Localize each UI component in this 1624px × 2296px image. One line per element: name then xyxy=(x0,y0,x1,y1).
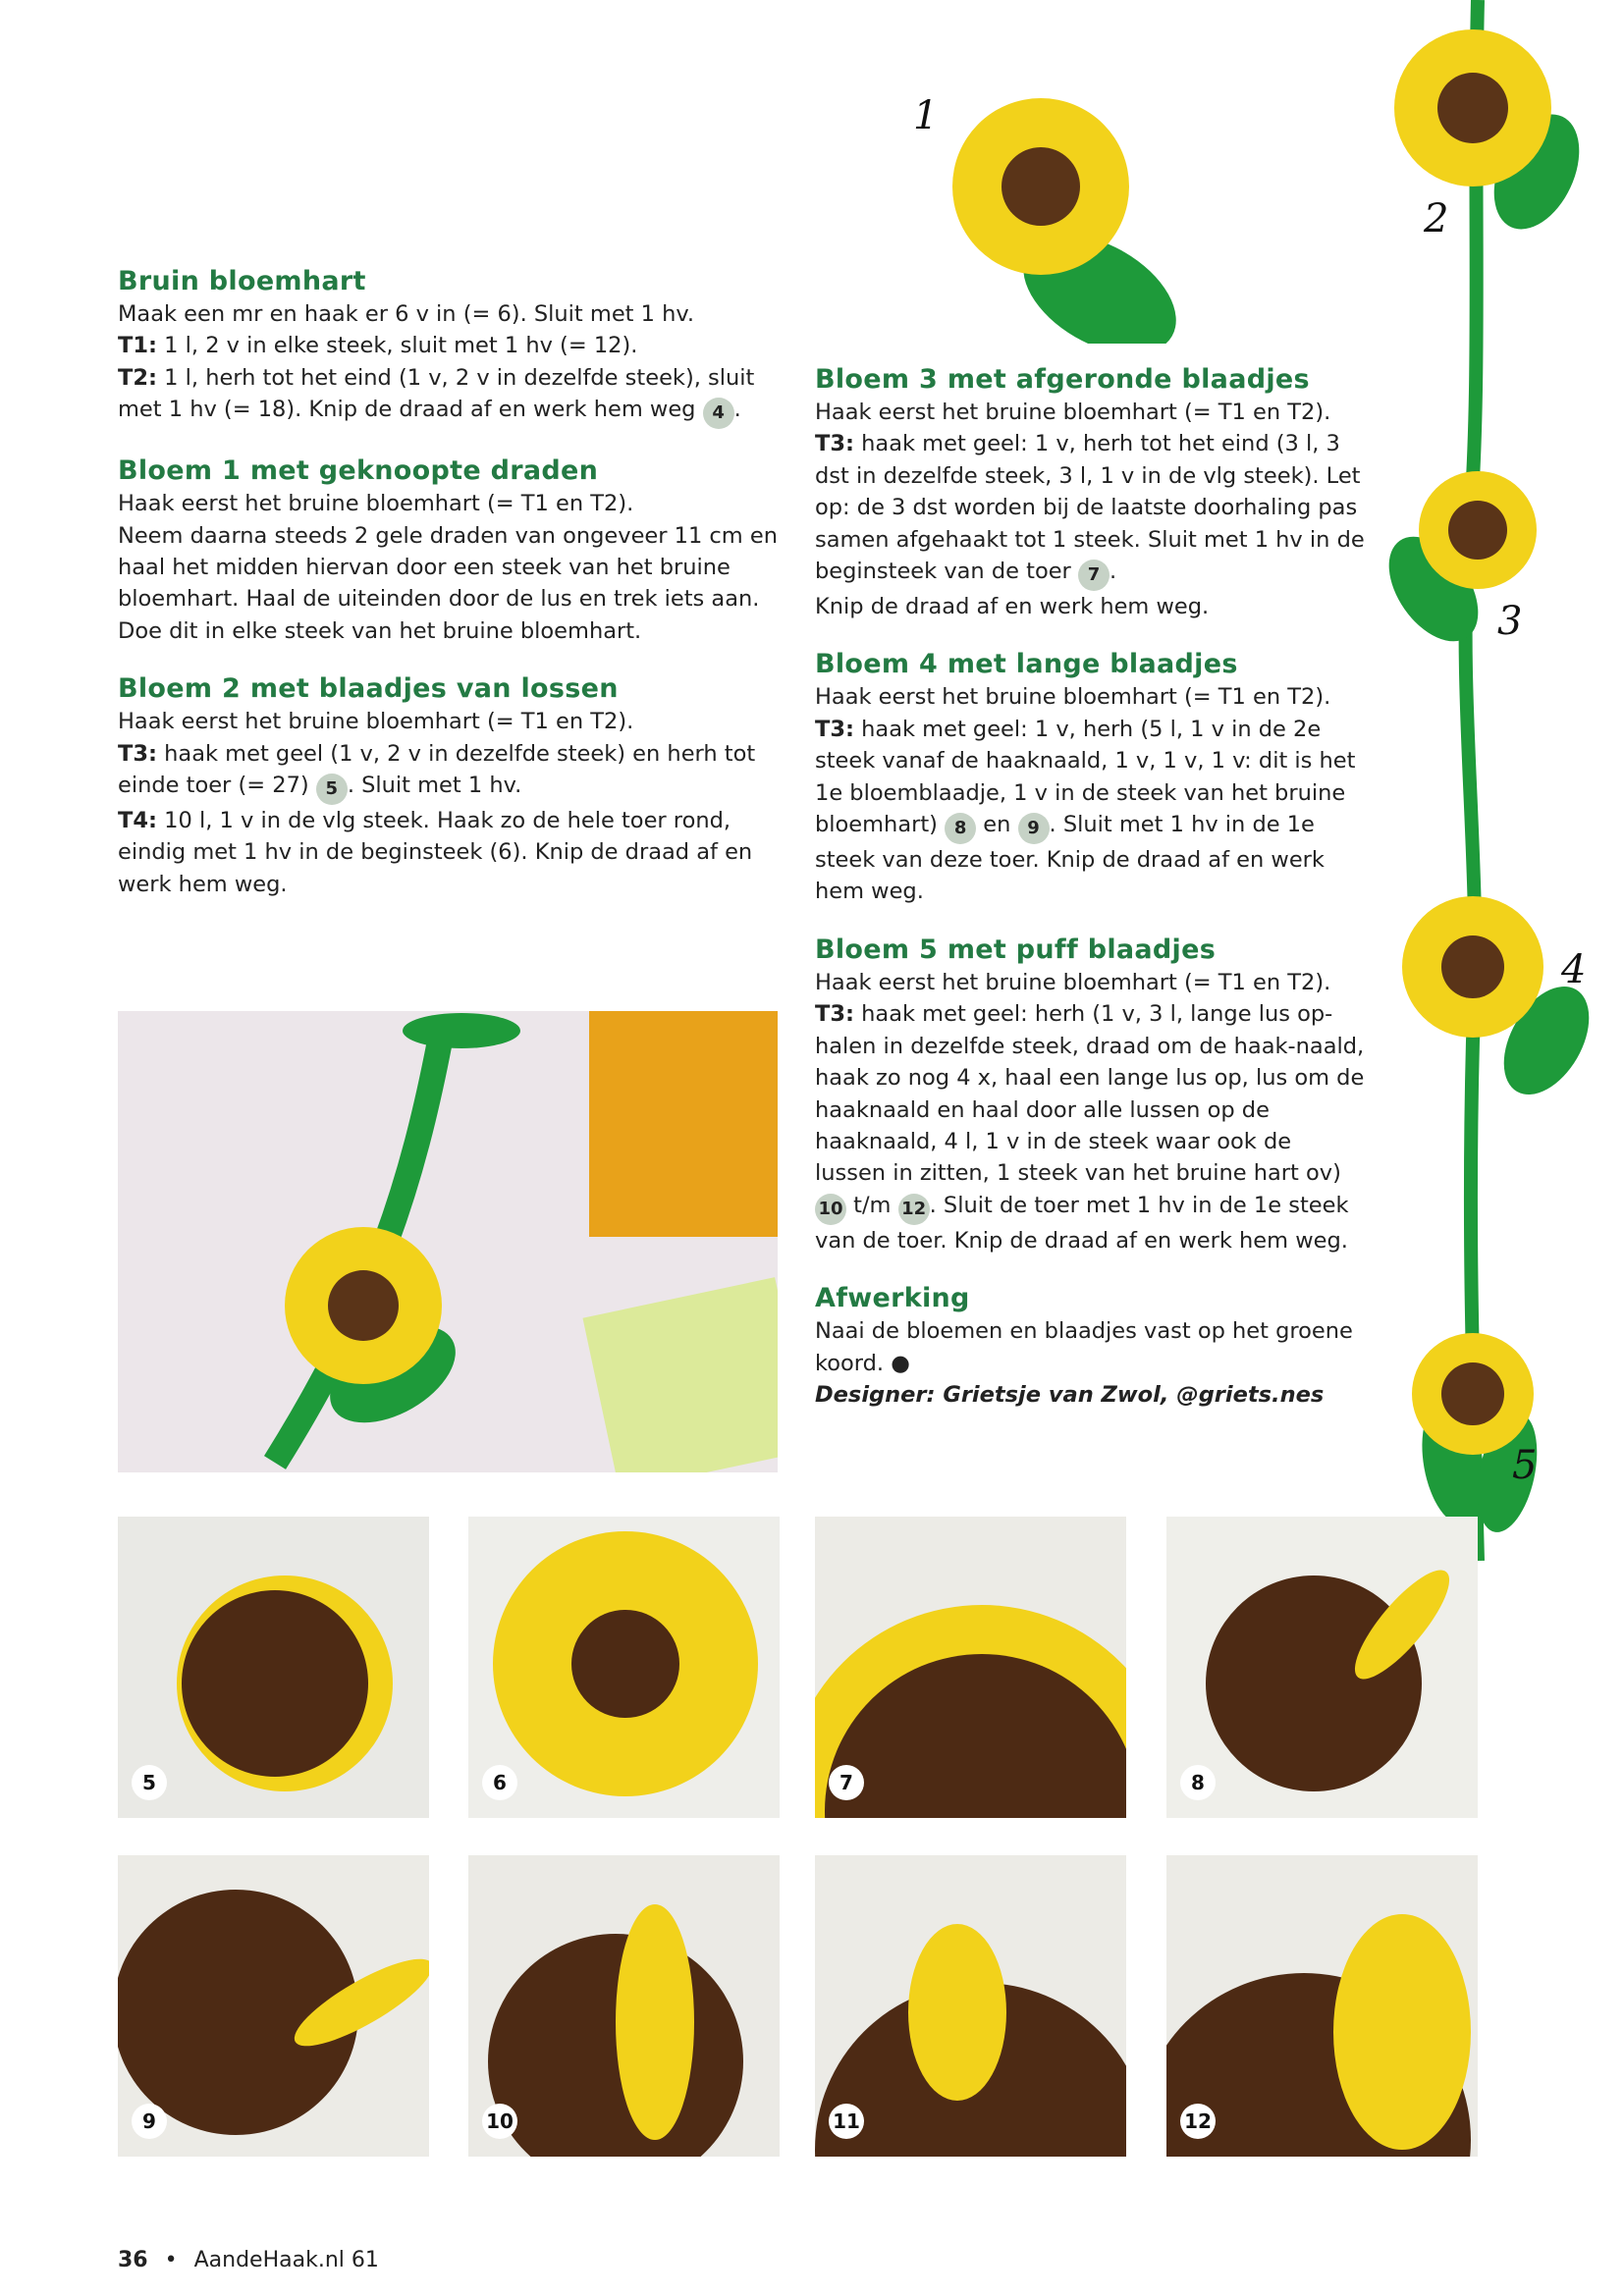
photo-ref-badge: 9 xyxy=(1018,813,1050,844)
step-photo-7 xyxy=(815,1517,1126,1818)
section-bloem-4 xyxy=(815,648,1365,907)
magazine-name: AandeHaak.nl 61 xyxy=(193,2248,379,2272)
instruction-line: Neem daarna steeds 2 gele draden van ongeveer 11 cm en haal het midden hiervan door een steek van het bruine bloemhart. Haal de uiteinden door de lus en trek iets aan. Doe dit in elke steek van het bruine bloemhart. xyxy=(118,522,778,644)
photo-ref-badge: 12 xyxy=(898,1194,930,1225)
sunflower-3 xyxy=(1419,471,1537,589)
instruction-line: Naai de bloemen en blaadjes vast op het groene koord. ● xyxy=(815,1318,1353,1376)
instruction-line: T3: haak met geel (1 v, 2 v in dezelfde steek) en herh tot einde toer (= 27) 5 . Sluit met 1 hv. xyxy=(118,738,785,805)
section-title: Bloem 2 met blaadjes van lossen xyxy=(118,673,619,705)
step-photo-11 xyxy=(815,1855,1126,2157)
instruction-line: Maak een mr en haak er 6 v in (= 6). Sluit met 1 hv. xyxy=(118,301,695,327)
handwritten-label-4: 4 xyxy=(1561,947,1587,992)
section-bloem-3 xyxy=(815,363,1365,622)
photo-ref-badge: 4 xyxy=(703,398,734,429)
handwritten-label-1: 1 xyxy=(913,93,939,138)
sunflower-garland-illustration xyxy=(1375,0,1624,1571)
section-afwerking xyxy=(815,1282,1365,1411)
step-photo-6 xyxy=(468,1517,780,1818)
section-title: Bloem 1 met geknoopte draden xyxy=(118,455,599,487)
main-photo xyxy=(118,1011,778,1472)
step-photo-12 xyxy=(1166,1855,1478,2157)
instruction-line: T3: haak met geel: 1 v, herh tot het eind (3 l, 3 dst in dezelfde steek, 3 l, 1 v in de vlg steek). Let op: de 3 dst worden bij de laatste doorhaling pas samen afgehaakt tot 1 steek. Sluit met 1 hv in de beginsteek van de toer 7 . xyxy=(815,428,1365,591)
instruction-line: Knip de draad af en werk hem weg. xyxy=(815,594,1210,620)
section-bloem-1 xyxy=(118,454,785,647)
step-number: 7 xyxy=(829,1765,864,1800)
instruction-line: Haak eerst het bruine bloemhart (= T1 en T2). xyxy=(815,969,1331,995)
instruction-line: Haak eerst het bruine bloemhart (= T1 en T2). xyxy=(118,709,634,735)
instruction-line: T2: 1 l, herh tot het eind (1 v, 2 v in dezelfde steek), sluit met 1 hv (= 18). Knip de draad af en werk hem weg 4 . xyxy=(118,362,785,429)
section-title: Bruin bloemhart xyxy=(118,266,366,296)
sunflower-2 xyxy=(1394,29,1551,187)
instruction-line: T1: 1 l, 2 v in elke steek, sluit met 1 hv (= 12). xyxy=(118,333,638,359)
handwritten-label-3: 3 xyxy=(1497,599,1523,644)
instruction-line: T3: haak met geel: 1 v, herh (5 l, 1 v in de 2e steek vanaf de haaknaald, 1 v, 1 v, 1 v: dit is het 1e bloemblaadje, 1 v in de steek van het bruine bloemhart) 8 en 9 . Sluit met 1 hv in de 1e steek van deze toer. Knip de draad af en werk hem weg. xyxy=(815,716,1356,905)
step-number: 6 xyxy=(482,1765,517,1800)
designer-credit: Designer: Grietsje van Zwol, @griets.nes xyxy=(815,1381,1325,1408)
right-column xyxy=(815,363,1365,1411)
step-number: 10 xyxy=(482,2104,517,2139)
section-title: Afwerking xyxy=(815,1283,970,1314)
section-bloem-2 xyxy=(118,672,785,900)
section-title: Bloem 5 met puff blaadjes xyxy=(815,934,1217,965)
page-footer xyxy=(118,2248,379,2272)
sunflower-1-illustration xyxy=(933,98,1188,344)
step-number: 9 xyxy=(132,2104,167,2139)
step-number: 11 xyxy=(829,2104,864,2139)
step-photo-10 xyxy=(468,1855,780,2157)
step-number: 12 xyxy=(1180,2104,1216,2139)
instruction-line: T3: haak met geel: herh (1 v, 3 l, lange lus op-halen in dezelfde steek, draad om de haak-naald, haak zo nog 4 x, haal een lange lus op, lus om de haaknaald en haal door alle lussen op de haaknaald, 4 l, 1 v in de steek waar ook de lussen in zitten, 1 steek van het bruine hart ov) 10 t/m 12 . Sluit de toer met 1 hv in de 1e steek van de toer. Knip de draad af en werk hem weg. xyxy=(815,1001,1365,1254)
photo-ref-badge: 7 xyxy=(1078,560,1110,591)
instruction-line: Haak eerst het bruine bloemhart (= T1 en T2). xyxy=(815,400,1331,425)
step-photo-5 xyxy=(118,1517,429,1818)
section-title: Bloem 3 met afgeronde blaadjes xyxy=(815,364,1310,395)
section-bloem-5 xyxy=(815,934,1365,1256)
photo-ref-badge: 10 xyxy=(815,1194,846,1225)
sunflower-4 xyxy=(1402,896,1543,1038)
step-photo-8 xyxy=(1166,1517,1478,1818)
step-photo-9 xyxy=(118,1855,429,2157)
section-title: Bloem 4 met lange blaadjes xyxy=(815,649,1238,680)
left-column xyxy=(118,265,785,926)
photo-ref-badge: 5 xyxy=(316,774,348,805)
instruction-line: Haak eerst het bruine bloemhart (= T1 en T2). xyxy=(815,684,1331,711)
section-bruin-bloemhart xyxy=(118,265,785,429)
photo-ref-badge: 8 xyxy=(945,813,976,844)
instruction-line: T4: 10 l, 1 v in de vlg steek. Haak zo de hele toer rond, eindig met 1 hv in de beginsteek (6). Knip de draad af en werk hem weg. xyxy=(118,808,753,897)
step-number: 5 xyxy=(132,1765,167,1800)
page-number: 36 xyxy=(118,2248,148,2272)
sunflower-5 xyxy=(1412,1333,1534,1455)
handwritten-label-5: 5 xyxy=(1512,1443,1538,1488)
handwritten-label-2: 2 xyxy=(1424,196,1449,241)
step-number: 8 xyxy=(1180,1765,1216,1800)
footer-separator: • xyxy=(164,2248,178,2272)
instruction-line: Haak eerst het bruine bloemhart (= T1 en T2). xyxy=(118,491,634,517)
